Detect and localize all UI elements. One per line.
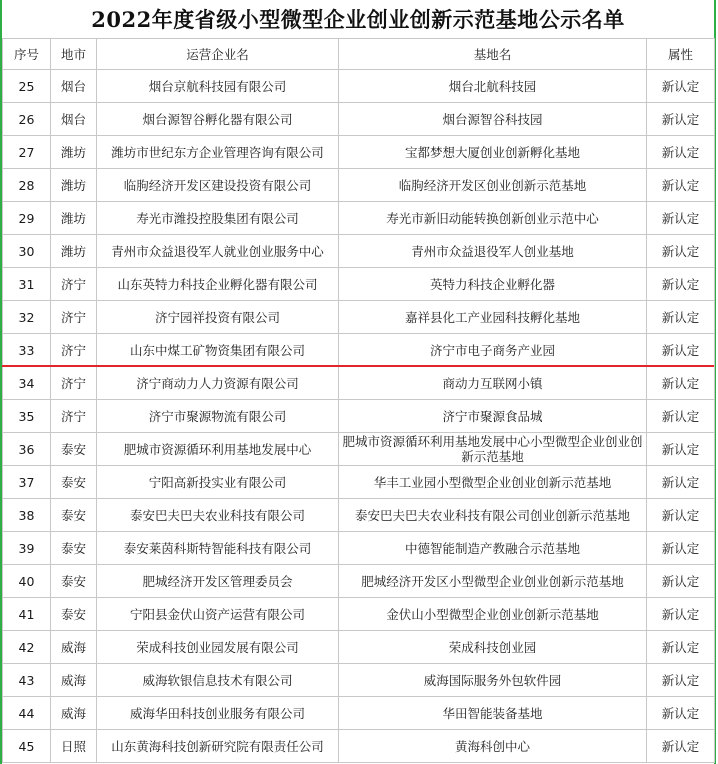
cell-operator: 威海华田科技创业服务有限公司 [97,697,339,730]
table-row [3,664,715,697]
cell-attribute: 新认定 [647,400,715,433]
table-row [3,499,715,532]
cell-attribute: 新认定 [647,334,715,367]
cell-number: 30 [3,235,51,268]
cell-number: 31 [3,268,51,301]
cell-base: 青州市众益退役军人创业基地 [339,235,647,268]
table-row [3,400,715,433]
cell-attribute: 新认定 [647,103,715,136]
table-row [3,697,715,730]
cell-number: 38 [3,499,51,532]
cell-number: 32 [3,301,51,334]
cell-number: 26 [3,103,51,136]
cell-city: 泰安 [51,499,97,532]
cell-base: 临朐经济开发区创业创新示范基地 [339,169,647,202]
cell-operator: 临朐经济开发区建设投资有限公司 [97,169,339,202]
cell-operator: 荣成科技创业园发展有限公司 [97,631,339,664]
cell-number: 42 [3,631,51,664]
cell-city: 日照 [51,730,97,763]
cell-base: 威海国际服务外包软件园 [339,664,647,697]
header-cell-city: 地市 [51,39,97,70]
header-cell-attribute: 属性 [647,39,715,70]
cell-attribute: 新认定 [647,70,715,103]
cell-number: 25 [3,70,51,103]
cell-city: 泰安 [51,466,97,499]
cell-number: 43 [3,664,51,697]
cell-base: 肥城市资源循环利用基地发展中心小型微型企业创业创新示范基地 [339,433,647,466]
table-row [3,268,715,301]
cell-number: 33 [3,334,51,367]
cell-base: 泰安巴夫巴夫农业科技有限公司创业创新示范基地 [339,499,647,532]
cell-number: 36 [3,433,51,466]
cell-city: 潍坊 [51,136,97,169]
cell-attribute: 新认定 [647,367,715,400]
cell-operator: 宁阳县金伏山资产运营有限公司 [97,598,339,631]
cell-city: 济宁 [51,301,97,334]
cell-city: 济宁 [51,334,97,367]
cell-number: 28 [3,169,51,202]
table-row [3,301,715,334]
cell-operator: 山东英特力科技企业孵化器有限公司 [97,268,339,301]
table-row [3,367,715,400]
cell-attribute: 新认定 [647,532,715,565]
cell-attribute: 新认定 [647,730,715,763]
cell-operator: 济宁商动力人力资源有限公司 [97,367,339,400]
cell-number: 44 [3,697,51,730]
cell-attribute: 新认定 [647,268,715,301]
cell-attribute: 新认定 [647,202,715,235]
cell-city: 泰安 [51,433,97,466]
cell-operator: 肥城经济开发区管理委员会 [97,565,339,598]
cell-number: 41 [3,598,51,631]
cell-city: 济宁 [51,367,97,400]
cell-number: 27 [3,136,51,169]
cell-city: 威海 [51,631,97,664]
cell-base: 肥城经济开发区小型微型企业创业创新示范基地 [339,565,647,598]
cell-base: 金伏山小型微型企业创业创新示范基地 [339,598,647,631]
cell-operator: 烟台京航科技园有限公司 [97,70,339,103]
cell-operator: 威海软银信息技术有限公司 [97,664,339,697]
cell-base: 商动力互联网小镇 [339,367,647,400]
cell-base: 烟台源智谷科技园 [339,103,647,136]
cell-operator: 潍坊市世纪东方企业管理咨询有限公司 [97,136,339,169]
cell-base: 烟台北航科技园 [339,70,647,103]
highlight-underline [2,365,714,367]
cell-attribute: 新认定 [647,664,715,697]
table-row [3,235,715,268]
cell-number: 40 [3,565,51,598]
cell-operator: 济宁市聚源物流有限公司 [97,400,339,433]
cell-base: 济宁市聚源食品城 [339,400,647,433]
cell-base: 英特力科技企业孵化器 [339,268,647,301]
cell-number: 35 [3,400,51,433]
cell-city: 威海 [51,664,97,697]
cell-attribute: 新认定 [647,565,715,598]
cell-city: 潍坊 [51,235,97,268]
cell-attribute: 新认定 [647,499,715,532]
cell-attribute: 新认定 [647,433,715,466]
table-header-row [3,39,715,70]
page-title: 2022年度省级小型微型企业创业创新示范基地公示名单 [2,0,714,39]
cell-number: 39 [3,532,51,565]
cell-base: 寿光市新旧动能转换创新创业示范中心 [339,202,647,235]
table-row [3,169,715,202]
cell-operator: 肥城市资源循环利用基地发展中心 [97,433,339,466]
cell-attribute: 新认定 [647,697,715,730]
table-row [3,202,715,235]
cell-city: 潍坊 [51,169,97,202]
cell-city: 威海 [51,697,97,730]
cell-attribute: 新认定 [647,466,715,499]
cell-number: 37 [3,466,51,499]
cell-number: 45 [3,730,51,763]
cell-city: 济宁 [51,400,97,433]
table-row [3,598,715,631]
cell-operator: 烟台源智谷孵化器有限公司 [97,103,339,136]
cell-operator: 山东中煤工矿物资集团有限公司 [97,334,339,367]
cell-base: 嘉祥县化工产业园科技孵化基地 [339,301,647,334]
cell-operator: 山东黄海科技创新研究院有限责任公司 [97,730,339,763]
table-row [3,466,715,499]
cell-base: 宝都梦想大厦创业创新孵化基地 [339,136,647,169]
table-row [3,103,715,136]
cell-city: 烟台 [51,70,97,103]
table-row [3,532,715,565]
cell-number: 29 [3,202,51,235]
cell-operator: 泰安巴夫巴夫农业科技有限公司 [97,499,339,532]
table-row [3,730,715,763]
cell-attribute: 新认定 [647,136,715,169]
cell-base: 华田智能装备基地 [339,697,647,730]
cell-city: 潍坊 [51,202,97,235]
cell-operator: 宁阳高新投实业有限公司 [97,466,339,499]
table-row [3,433,715,466]
list-table [2,38,715,763]
cell-city: 泰安 [51,598,97,631]
table-row [3,631,715,664]
cell-attribute: 新认定 [647,235,715,268]
cell-city: 烟台 [51,103,97,136]
cell-base: 济宁市电子商务产业园 [339,334,647,367]
cell-attribute: 新认定 [647,598,715,631]
cell-operator: 寿光市潍投控股集团有限公司 [97,202,339,235]
table-row [3,334,715,367]
cell-city: 济宁 [51,268,97,301]
header-cell-base: 基地名 [339,39,647,70]
cell-city: 泰安 [51,532,97,565]
cell-operator: 泰安莱茵科斯特智能科技有限公司 [97,532,339,565]
cell-operator: 济宁园祥投资有限公司 [97,301,339,334]
cell-number: 34 [3,367,51,400]
table-row [3,70,715,103]
cell-base: 黄海科创中心 [339,730,647,763]
cell-city: 泰安 [51,565,97,598]
cell-attribute: 新认定 [647,301,715,334]
header-cell-number: 序号 [3,39,51,70]
cell-attribute: 新认定 [647,631,715,664]
cell-base: 华丰工业园小型微型企业创业创新示范基地 [339,466,647,499]
cell-base: 荣成科技创业园 [339,631,647,664]
table-row [3,136,715,169]
cell-operator: 青州市众益退役军人就业创业服务中心 [97,235,339,268]
cell-attribute: 新认定 [647,169,715,202]
cell-base: 中德智能制造产教融合示范基地 [339,532,647,565]
header-cell-operator: 运营企业名 [97,39,339,70]
table-row [3,565,715,598]
